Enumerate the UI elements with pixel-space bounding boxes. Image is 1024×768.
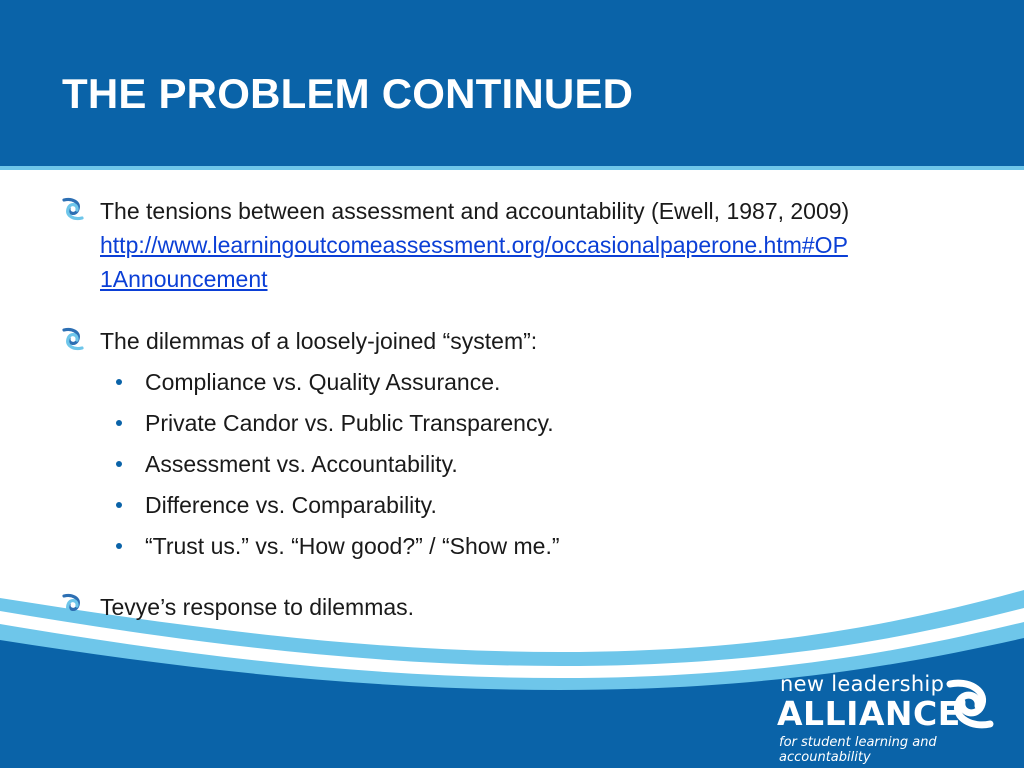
reference-link[interactable] (100, 228, 849, 296)
sub-bullet-dot (116, 379, 122, 385)
logo-tagline: for student learning and accountability (779, 735, 937, 765)
bullet-text: The tensions between assessment and accountability (Ewell, 1987, 2009) (100, 198, 850, 224)
sub-bullet-dot (116, 461, 122, 467)
sub-bullet-dot (116, 543, 122, 549)
bullet-tevye: Tevye’s response to dilemmas. (100, 594, 415, 620)
link-line-2[interactable]: 1Announcement (100, 266, 268, 292)
bullet-dilemmas: The dilemmas of a loosely-joined “system”: (100, 328, 538, 354)
logo-line-2: ALLIANCE (777, 694, 961, 733)
sub-bullet-dot (116, 502, 122, 508)
swirl-bullet-icon (60, 592, 86, 618)
sub-item: Assessment vs. Accountability. (145, 451, 458, 477)
slide-title: THE PROBLEM CONTINUED (62, 70, 634, 117)
sub-item: Difference vs. Comparability. (145, 492, 437, 518)
logo-line-1: new leadership (780, 672, 945, 696)
sub-bullet-dot (116, 420, 122, 426)
link-line-1[interactable]: http://www.learningoutcomeassessment.org/occasionalpaperone.htm#OP (100, 232, 848, 258)
sub-item: Private Candor vs. Public Transparency. (145, 410, 554, 436)
swirl-bullet-icon (60, 326, 86, 352)
swirl-bullet-icon (60, 196, 86, 222)
bullet-tensions (100, 194, 849, 296)
sub-item: Compliance vs. Quality Assurance. (145, 369, 501, 395)
sub-item: “Trust us.” vs. “How good?” / “Show me.” (145, 533, 560, 559)
alliance-swirl-logo-icon (942, 676, 998, 732)
